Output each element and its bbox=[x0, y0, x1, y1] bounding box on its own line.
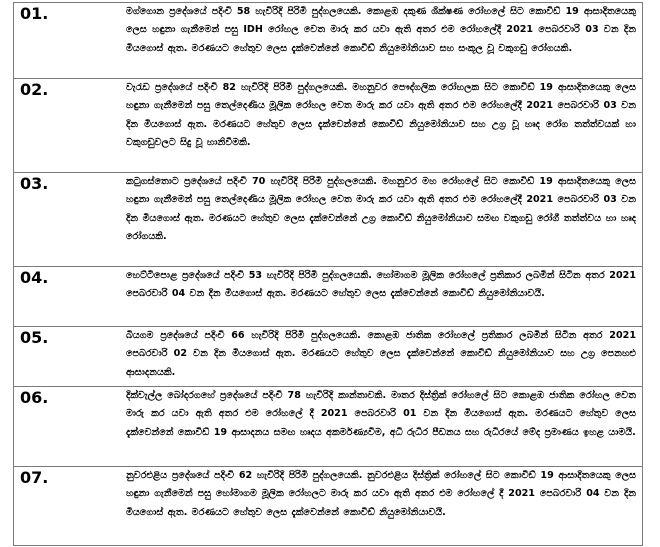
entry-number: 06. bbox=[20, 388, 49, 407]
entry-number: 05. bbox=[20, 328, 49, 347]
entry-number: 03. bbox=[20, 174, 49, 193]
entry-paragraph: කටුගස්තොට ප්‍රදේශයේ පදිංචි 70 හැවිරිදි පිරිමි පුද්ගලයෙකි. මහනුවර මහ රෝහලේ සිට කොවිඩ් 19 ආසාදිතයෙකු ලෙස හඳුනා ගැනීමෙන් පසු තෙල්දෙණිය මූලික රෝහල වෙත මාරු කර යවා ඇති අතර එම රෝහලේදී 2021 පෙබරවාරි 03 වන දින මියගොස් ඇත. මරණයට හේතුව ලෙස දැක්වෙන්නේ උග්‍ර කොවිඩ් නියුමෝනියාව සමඟ වකුගඩු රෝගී තත්ත්වය හා හෘද රෝගයකි. bbox=[126, 176, 636, 243]
entry-paragraph: බියගම ප්‍රදේශයේ පදිංචි 66 හැවිරිදි පිරිමි පුද්ගලයෙකි. කොළඹ ජාතික රෝහලේ ප්‍රතිකාර ලබමින් සිටින අතර 2021 පෙබරවාරි 02 වන දින මියගොස් ඇත. මරණයට හේතුව ලෙස දැක්වෙන්නේ කොවිඩ් නියුමෝනියාව සහ උග්‍ර පෙනහළු ආසාදනයකි. bbox=[126, 330, 636, 378]
entry-text bbox=[62, 173, 642, 266]
entry-text bbox=[62, 79, 642, 172]
entry-text bbox=[62, 387, 642, 466]
report-entry-02 bbox=[14, 79, 642, 173]
report-entry-01 bbox=[14, 3, 642, 79]
death-report-list bbox=[13, 2, 643, 546]
entry-paragraph: නුවරඑළිය ප්‍රදේශයේ පදිංචි 62 හැවිරිදි පිරිමි පුද්ගලයෙකි. නුවරඑළිය දිස්ත්‍රික් රෝහලේ සිට කොවිඩ් 19 ආසාදිතයෙකු ලෙස හඳුනා ගැනීමෙන් පසු හෝමාගම මූලික රෝහලට මාරු කර යවා ඇති අතර එම රෝහලේ දී 2021 පෙබරවාරි 04 වන දින මියගොස් ඇත. මරණයට හේතුව ලෙස දැක්වෙන්නේ කොවිඩ් නියුමෝනියාවයි. bbox=[126, 470, 636, 518]
entry-number: 07. bbox=[20, 468, 49, 487]
report-entry-03 bbox=[14, 173, 642, 267]
entry-number: 01. bbox=[20, 4, 49, 23]
entry-paragraph: වැරැඩ ප්‍රදේශයේ පදිංචි 82 හැවිරිදි පිරිමි පුද්ගලයෙකි. මහනුවර පෞද්ගලික රෝහලක සිට කොවිඩ් 19 ආසාදිතයෙකු ලෙස හඳුනා ගැනීමෙන් පසු තෙල්දෙණිය මූලික රෝහල වෙත මාරු කර යවා ඇති අතර එම රෝහලේදී 2021 පෙබරවාරි 03 වන දින මියගොස් ඇත. මරණයට හේතුව ලෙස දැක්වෙන්නේ කොවිඩ් නියුමෝනියාව සහ උග්‍ර වූ හෘද රෝග තත්ත්වයක් හා වකුගඩුවලට සිදු වූ හානිවීමකි. bbox=[126, 82, 636, 149]
entry-text bbox=[62, 467, 642, 545]
report-entry-04 bbox=[14, 267, 642, 327]
report-entry-05 bbox=[14, 327, 642, 387]
entry-number: 04. bbox=[20, 268, 49, 287]
entry-paragraph: හෙට්ටිපොළ ප්‍රදේශයේ පදිංචි 53 හැවිරිදි පිරිමි පුද්ගලයෙකි. හෝමාගම මූලික රෝහලේ ප්‍රතිකාර ලබමින් සිටින අතර 2021 පෙබරවාරි 04 වන දින මියගොස් ඇත. මරණයට හේතුව ලෙස දැක්වෙන්නේ කොවිඩ් නියුමෝනියාවයි. bbox=[126, 270, 636, 300]
entry-paragraph: දික්වැල්ල බෝදරගහේ ප්‍රදේශයේ පදිංචි 78 හැවිරිදි කාන්තාවකි. මාතර දිස්ත්‍රික් රෝහලේ සිට කොළඹ ජාතික රෝහල වෙත මාරු කර යවා ඇති අතර එම රෝහලේ දී 2021 පෙබරවාරි 01 වන දින මියගොස් ඇත. මරණයට හේතුව ලෙස දැක්වෙන්නේ කොවිඩ් 19 ආසාදනය සමඟ හෘදය අකර්මණ්‍යවීම, අධි රුධිර පීඩනය සහ රුධිරයේ මේද ප්‍රමාණය ඉහළ යාමයි. bbox=[126, 390, 636, 438]
entry-text bbox=[62, 3, 642, 78]
entry-text bbox=[62, 267, 642, 326]
entry-text bbox=[62, 327, 642, 386]
report-entry-06 bbox=[14, 387, 642, 467]
report-entry-07 bbox=[14, 467, 642, 546]
entry-paragraph: මග්ගොන ප්‍රදේශයේ පදිංචි 58 හැවිරිදි පිරිමි පුද්ගලයෙකි. කොළඹ දකුණ ශික්ෂණ රෝහලේ සිට කොවිඩ් 19 ආසාදිතයෙකු ලෙස හඳුනා ගැනීමෙන් පසු IDH රෝහල වෙත මාරු කර යවා ඇති අතර එම රෝහලේදී 2021 පෙබරවාරි 03 වන දින මියගොස් ඇත. මරණයට හේතුව ලෙස දැක්වෙන්නේ කොවිඩ් නියුමෝනියාව සහ සංකූල වූ වකුගඩු රෝගයකි. bbox=[126, 6, 636, 54]
entry-number: 02. bbox=[20, 80, 49, 99]
